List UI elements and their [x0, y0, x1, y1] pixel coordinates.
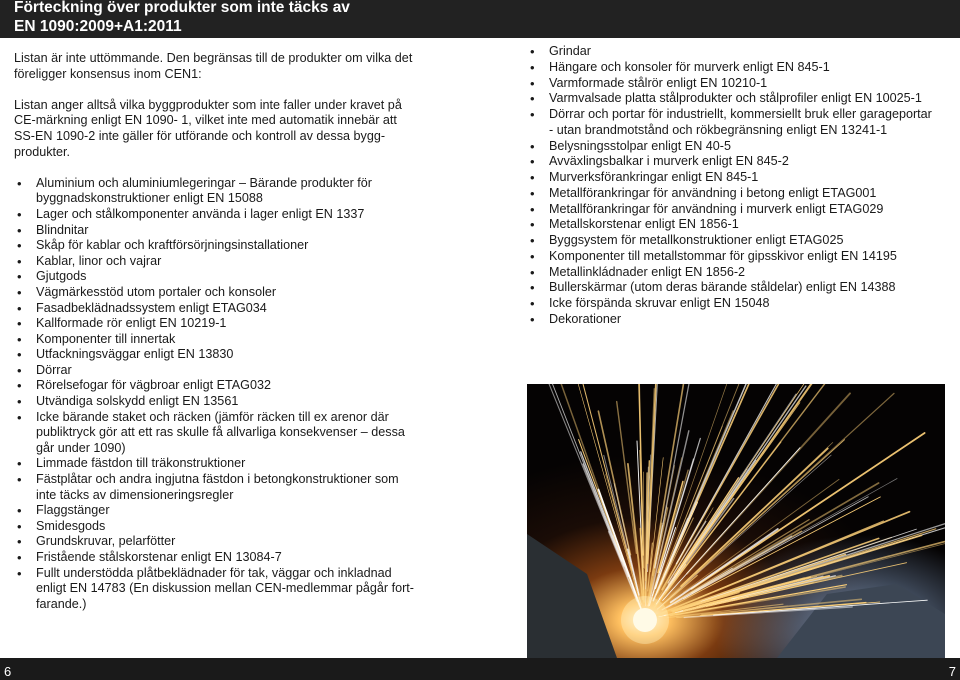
list-item: • Utvändiga solskydd enligt EN 13561 [14, 394, 414, 410]
list-item: • Dekorationer [527, 312, 937, 328]
list-item: • Metallinkládnader enligt EN 1856-2 [527, 265, 937, 281]
product-list-left [14, 176, 414, 613]
list-item: • Fasadbeklädnadssystem enligt ETAG034 [14, 301, 414, 317]
list-item: • Lager och stålkomponenter använda i lager enligt EN 1337 [14, 207, 414, 223]
list-item: • Fullt understödda plåtbeklädnader för tak, väggar och inkladnad enligt EN 14783 (En diskussion mellan CEN-medlemmar pågår fort-farande.) [14, 566, 414, 613]
list-item: • Komponenter till innertak [14, 332, 414, 348]
page-header [0, 0, 960, 38]
list-item: • Komponenter till metallstommar för gipsskivor enligt EN 14195 [527, 249, 937, 265]
right-column [527, 44, 937, 328]
list-item: • Vägmärkesstöd utom portaler och konsoler [14, 285, 414, 301]
list-item: • Smidesgods [14, 519, 414, 535]
list-item: • Kallformade rör enligt EN 10219-1 [14, 316, 414, 332]
list-item: • Flaggstänger [14, 503, 414, 519]
list-item: • Aluminium och aluminiumlegeringar – Bärande produkter för byggnadskonstruktioner enligt EN 15088 [14, 176, 414, 207]
list-item: • Icke förspända skruvar enligt EN 15048 [527, 296, 937, 312]
list-item: • Byggsystem för metallkonstruktioner enligt ETAG025 [527, 233, 937, 249]
list-item: • Rörelsefogar för vägbroar enligt ETAG032 [14, 378, 414, 394]
scope-paragraph: Listan anger alltså vilka byggprodukter som inte faller under kravet på CE-märkning enligt EN 1090- 1, vilket inte med automatik innebär att SS-EN 1090-2 inte gäller för utförande och kontroll av dessa bygg-produkter. [14, 97, 402, 159]
product-list-right [527, 44, 937, 328]
list-item: • Grundskruvar, pelarfötter [14, 534, 414, 550]
list-item: • Fristående stålskorstenar enligt EN 13084-7 [14, 550, 414, 566]
list-item: • Metallskorstenar enligt EN 1856-1 [527, 217, 937, 233]
intro-paragraph: Listan är inte uttömmande. Den begränsas till de produkter om vilka det föreligger konsensus inom CEN1: [14, 51, 413, 81]
list-item: • Bullerskärmar (utom deras bärande ståldelar) enligt EN 14388 [527, 280, 937, 296]
list-item: • Skåp för kablar och kraftförsörjningsinstallationer [14, 238, 414, 254]
list-item: • Belysningsstolpar enligt EN 40-5 [527, 139, 937, 155]
list-item: • Fästplåtar och andra ingjutna fästdon i betongkonstruktioner som inte täcks av dimensioneringsregler [14, 472, 414, 503]
list-item: • Dörrar och portar för industriellt, kommersiellt bruk eller garageportar - utan brandmotstånd och rökbegränsning enligt EN 13241-1 [527, 107, 937, 139]
list-item: • Varmvalsade platta stålprodukter och stålprofiler enligt EN 10025-1 [527, 91, 937, 107]
left-column [14, 51, 414, 612]
list-item: • Gjutgods [14, 269, 414, 285]
list-item: • Grindar [527, 44, 937, 60]
list-item: • Varmformade stålrör enligt EN 10210-1 [527, 76, 937, 92]
list-item: • Kablar, linor och vajrar [14, 254, 414, 270]
list-item: • Metallförankringar för användning i betong enligt ETAG001 [527, 186, 937, 202]
list-item: • Limmade fästdon till träkonstruktioner [14, 456, 414, 472]
list-item: • Hängare och konsoler för murverk enligt EN 845-1 [527, 60, 937, 76]
list-item: • Blindnitar [14, 223, 414, 239]
list-item: • Metallförankringar för användning i murverk enligt ETAG029 [527, 202, 937, 218]
list-item: • Avväxlingsbalkar i murverk enligt EN 845-2 [527, 154, 937, 170]
title-line-2: EN 1090:2009+A1:2011 [14, 18, 182, 35]
list-item: • Utfackningsväggar enligt EN 13830 [14, 347, 414, 363]
title-line-1: Förteckning över produkter som inte täcks av [14, 0, 350, 16]
page-title [14, 0, 350, 36]
document-page [0, 38, 960, 658]
welding-sparks-photo [527, 384, 945, 658]
page-number-left: 6 [4, 664, 12, 679]
list-item: • Murverksförankringar enligt EN 845-1 [527, 170, 937, 186]
list-item: • Dörrar [14, 363, 414, 379]
page-number-right: 7 [948, 664, 956, 679]
list-item: • Icke bärande staket och räcken (jämför räcken till ex arenor där publiktryck gör att ett ras skulle få allvarliga konsekvenser – dessa går under 1090) [14, 410, 414, 457]
